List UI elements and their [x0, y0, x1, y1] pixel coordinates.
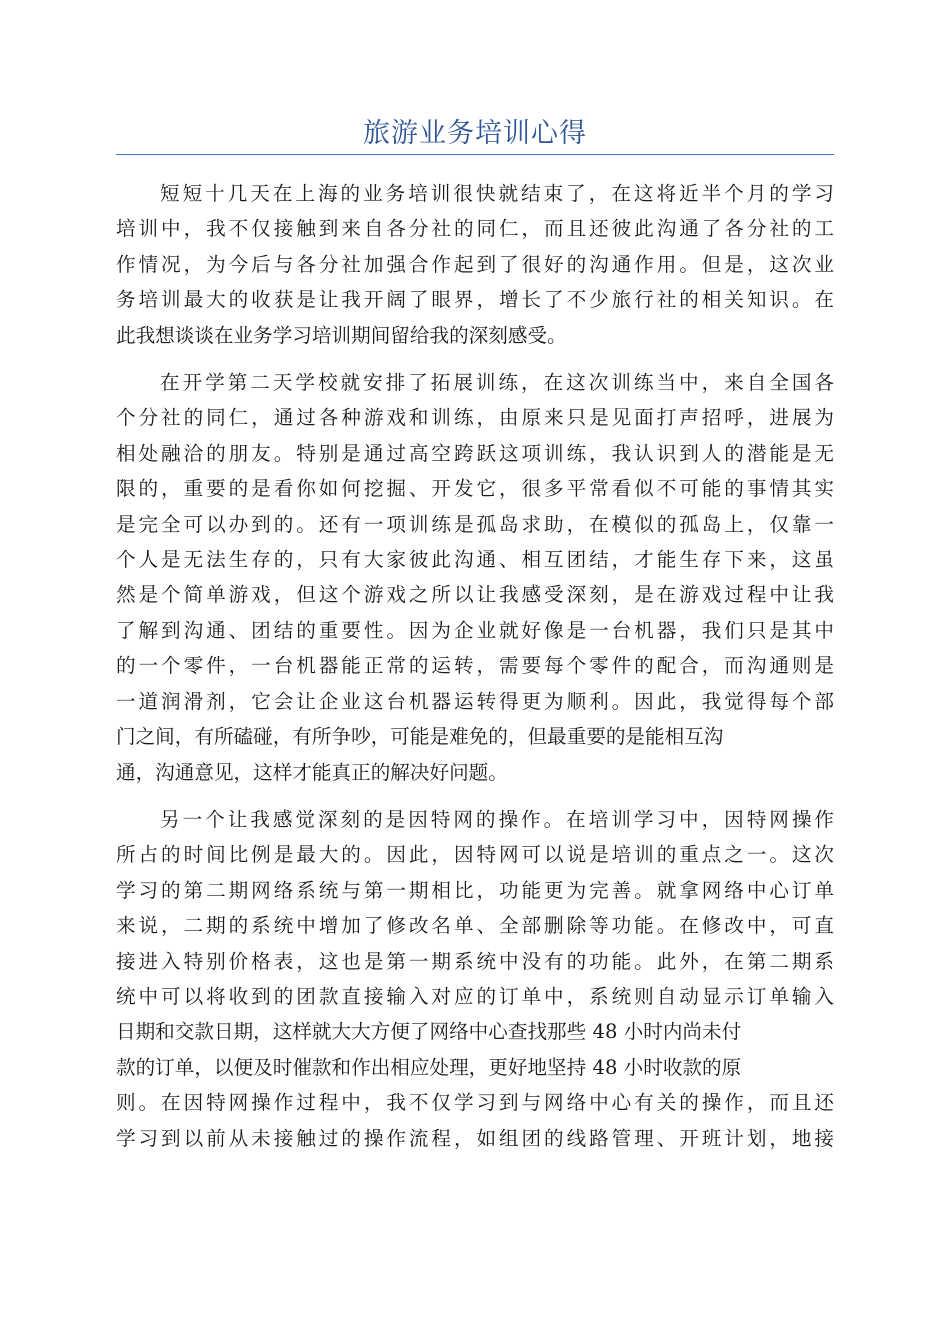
- text-line: 了解到沟通、团结的重要性。因为企业就好像是一台机器，我们只是其中: [116, 618, 834, 642]
- text-line: 个分社的同仁，通过各种游戏和训练，由原来只是见面打声招呼，进展为: [116, 406, 834, 430]
- text-line: 短短十几天在上海的业务培训很快就结束了，在这将近半个月的学习: [160, 182, 834, 205]
- text-line: 培训中，我不仅接触到来自各分社的同仁，而且还彼此沟通了各分社的工: [116, 217, 834, 241]
- text-line: 接进入特别价格表，这也是第一期系统中没有的功能。此外，在第二期系: [116, 949, 834, 973]
- text-line: 则。在因特网操作过程中，我不仅学习到与网络中心有关的操作，而且还: [116, 1091, 834, 1115]
- title-underline: [116, 154, 834, 155]
- text-line: 一道润滑剂，它会让企业这台机器运转得更为顺利。因此，我觉得每个部: [116, 689, 834, 713]
- text-line: 另一个让我感觉深刻的是因特网的操作。在培训学习中，因特网操作: [160, 807, 834, 831]
- text-line: 来说，二期的系统中增加了修改名单、全部删除等功能。在修改中，可直: [116, 914, 834, 938]
- text-line: 通，沟通意见，这样才能真正的解决好问题。: [116, 760, 508, 784]
- text-line: 门之间，有所磕碰，有所争吵，可能是难免的，但最重要的是能相互沟: [116, 725, 724, 749]
- document-title: 旅游业务培训心得: [363, 118, 587, 149]
- text-line: 相处融洽的朋友。特别是通过高空跨跃这项训练，我认识到人的潜能是无: [116, 441, 834, 465]
- paragraph-2: [116, 365, 834, 790]
- text-line: 的一个零件，一台机器能正常的运转，需要每个零件的配合，而沟通则是: [116, 654, 834, 678]
- text-line: 务培训最大的收获是让我开阔了眼界，增长了不少旅行社的相关知识。在: [116, 288, 834, 312]
- paragraph-3: [116, 802, 834, 1156]
- text-line: 统中可以将收到的团款直接输入对应的订单中，系统则自动显示订单输入: [116, 984, 834, 1008]
- text-line: 日期和交款日期，这样就大大方便了网络中心查找那些 48 小时内尚未付: [116, 1020, 742, 1044]
- text-line: 学习到以前从未接触过的操作流程，如组团的线路管理、开班计划，地接: [116, 1126, 834, 1150]
- text-line: 作情况，为今后与各分社加强合作起到了很好的沟通作用。但是，这次业: [116, 252, 834, 276]
- paragraph-1: [116, 176, 834, 353]
- text-line: 此我想谈谈在业务学习培训期间留给我的深刻感受。: [116, 323, 567, 347]
- text-line: 学习的第二期网络系统与第一期相比，功能更为完善。就拿网络中心订单: [116, 878, 834, 902]
- text-line: 所占的时间比例是最大的。因此，因特网可以说是培训的重点之一。这次: [116, 843, 834, 867]
- text-line: 在开学第二天学校就安排了拓展训练，在这次训练当中，来自全国各: [160, 371, 834, 395]
- text-line: 限的，重要的是看你如何挖掘、开发它，很多平常看似不可能的事情其实: [116, 477, 834, 501]
- text-line: 然是个简单游戏，但这个游戏之所以让我感受深刻，是在游戏过程中让我: [116, 583, 834, 607]
- text-line: 是完全可以办到的。还有一项训练是孤岛求助，在模似的孤岛上，仅靠一: [116, 512, 834, 536]
- text-line: 款的订单，以便及时催款和作出相应处理，更好地坚持 48 小时收款的原: [116, 1055, 742, 1079]
- text-line: 个人是无法生存的，只有大家彼此沟通、相互团结，才能生存下来，这虽: [116, 548, 834, 572]
- document-body: [116, 176, 834, 1168]
